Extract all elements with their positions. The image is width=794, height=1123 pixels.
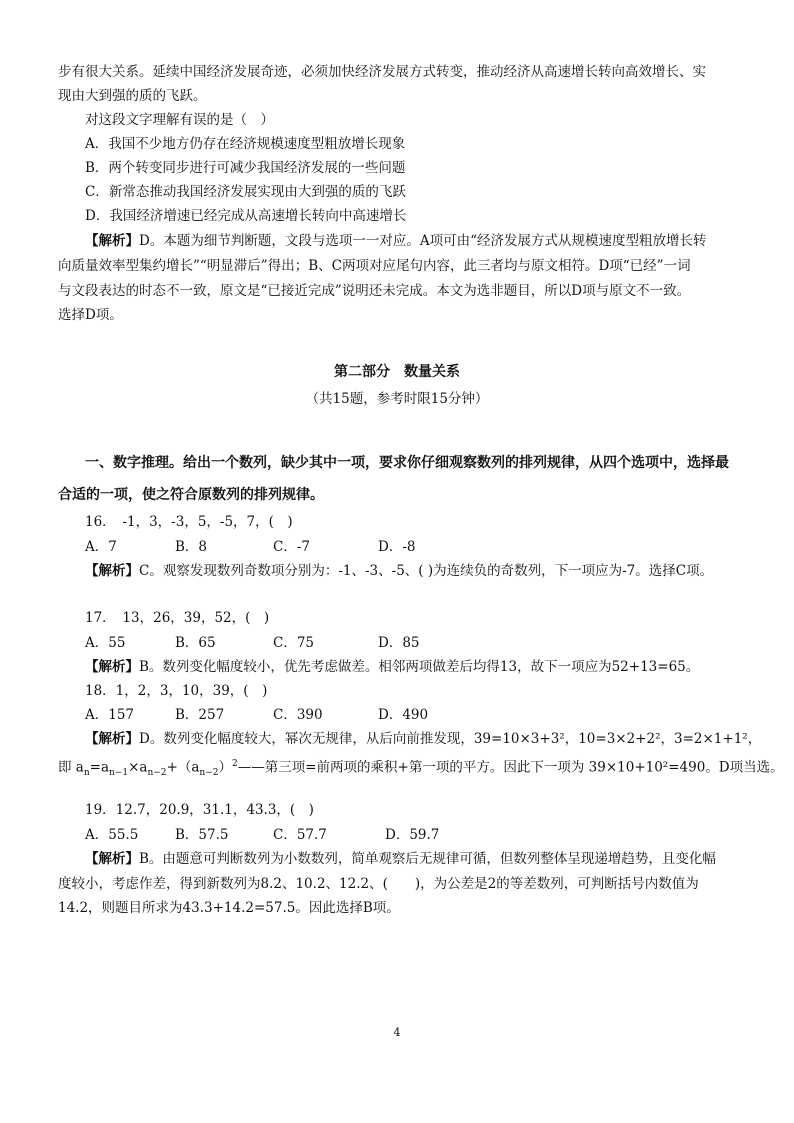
analysis-label: 【解析】 <box>85 233 139 249</box>
option-d: D．我国经济增速已经完成从高速增长转向中高速增长 <box>85 208 407 224</box>
formula-subscript: n−1 <box>109 768 129 779</box>
question-18-stem: 18．1，2，3，10，39，( ) <box>85 683 268 699</box>
analysis-label: 【解析】 <box>85 851 139 867</box>
formula-text: +（a <box>166 759 200 776</box>
option-d: D．85 <box>378 635 420 651</box>
option-a: A．55 <box>85 635 126 651</box>
analysis-label: 【解析】 <box>85 659 139 675</box>
option-b: B．两个转变同步进行可减少我国经济发展的一些问题 <box>85 160 406 176</box>
formula-subscript: n−2 <box>199 768 219 779</box>
analysis-line <box>85 658 775 676</box>
analysis-line <box>85 850 775 868</box>
option-b: B．57.5 <box>175 827 229 843</box>
analysis-line <box>58 755 784 782</box>
option-c: C．-7 <box>273 539 310 555</box>
option-d: D．59.7 <box>385 827 440 843</box>
paragraph-line: 步有很大关系。延续中国经济发展奇迹，必须加快经济发展方式转变，推动经济从高速增长转向高效增长、实 <box>58 64 706 80</box>
analysis-line: 度较小，考虑作差，得到新数列为8.2、10.2、12.2、( )，为公差是2的等差数列，可判断括号内数值为 <box>58 876 699 892</box>
formula-text: 即 a <box>58 759 84 776</box>
analysis-label: 【解析】 <box>85 563 139 579</box>
analysis-line: 与文段表达的时态不一致，原文是“已接近完成”说明还未完成。本文为选非题目，所以D项与原文不一致。 <box>58 283 691 299</box>
option-a: A．157 <box>85 707 135 723</box>
formula-subscript: n−2 <box>147 768 167 779</box>
formula-subscript: n <box>83 768 90 779</box>
formula-text: ） <box>218 759 232 776</box>
analysis-line <box>85 730 775 748</box>
analysis-line <box>85 232 775 250</box>
question-stem: 对这段文字理解有误的是（ ） <box>85 112 274 128</box>
section-title: 第二部分 数量关系 <box>334 364 460 380</box>
analysis-text: B。由题意可判断数列为小数数列，简单观察后无规律可循，但数列整体呈现递增趋势，且变化幅 <box>139 851 716 867</box>
analysis-text: D。本题为细节判断题，文段与选项一一对应。A项可由“经济发展方式从规模速度型粗放增长转 <box>139 233 707 249</box>
question-19-stem: 19．12.7，20.9，31.1，43.3，( ) <box>85 802 314 818</box>
option-b: B．257 <box>175 707 225 723</box>
formula-text: ×a <box>128 759 148 776</box>
option-a: A．55.5 <box>85 827 139 843</box>
option-d: D．-8 <box>378 539 416 555</box>
analysis-label: 【解析】 <box>85 731 139 747</box>
section-subtitle: （共15题，参考时限15分钟） <box>305 391 489 407</box>
option-c: C．57.7 <box>273 827 327 843</box>
option-c: C．75 <box>273 635 315 651</box>
option-a: A．我国不少地方仍存在经济规模速度型粗放增长现象 <box>85 136 406 152</box>
analysis-line: 14.2，则题目所求为43.3+14.2=57.5。因此选择B项。 <box>58 900 400 916</box>
option-b: B．65 <box>175 635 216 651</box>
option-b: B．8 <box>175 539 208 555</box>
formula-text: ——第三项=前两项的乘积+第一项的平方。因此下一项为 39×10+10²=490。D项当选。 <box>237 759 784 776</box>
page-number: 4 <box>393 1026 401 1039</box>
paragraph-line: 现由大到强的质的飞跃。 <box>58 88 207 104</box>
option-c: C．390 <box>273 707 323 723</box>
option-c: C．新常态推动我国经济发展实现由大到强的质的飞跃 <box>85 184 406 200</box>
option-d: D．490 <box>378 707 429 723</box>
analysis-line <box>85 562 775 580</box>
analysis-text: B。数列变化幅度较小，优先考虑做差。相邻两项做差后均得13，故下一项应为52+13=65。 <box>139 659 700 675</box>
instruction-line: 一、数字推理。给出一个数列，缺少其中一项，要求你仔细观察数列的排列规律，从四个选项中，选择最 <box>85 455 729 471</box>
question-17-stem: 17． 13，26，39，52，( ) <box>85 610 270 626</box>
instruction-line: 合适的一项，使之符合原数列的排列规律。 <box>58 487 324 503</box>
analysis-text: D。数列变化幅度较大，幂次无规律，从后向前推发现，39=10×3+3²，10=3×2+2²，3=2×1+1²， <box>139 731 762 747</box>
option-a: A．7 <box>85 539 117 555</box>
question-16-stem: 16． -1，3，-3，5，-5，7，( ) <box>85 514 293 530</box>
analysis-text: C。观察发现数列奇数项分别为：-1、-3、-5、( )为连续负的奇数列，下一项应为-7。选择C项。 <box>139 563 714 579</box>
formula-superscript: 2 <box>232 759 238 769</box>
analysis-line: 向质量效率型集约增长”“明显滞后”得出；B、C两项对应尾句内容，此三者均与原文相符。D项“已经”一词 <box>58 258 691 274</box>
formula-text: =a <box>89 759 110 776</box>
analysis-line: 选择D项。 <box>58 307 123 323</box>
